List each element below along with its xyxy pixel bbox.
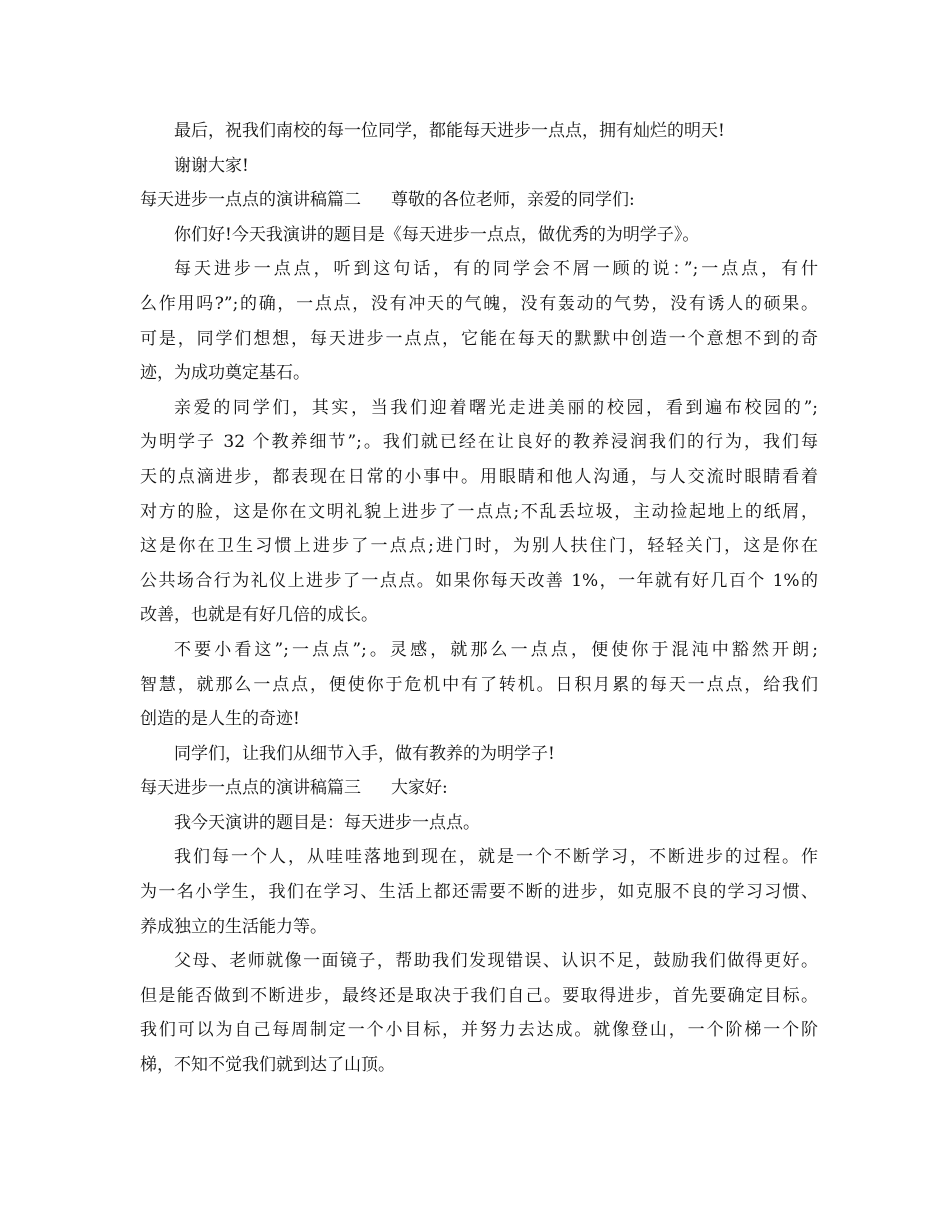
line-text: 不要小看这”;一点点”;。灵感，就那么一点点，便使你于混沌中豁然开朗; [174, 639, 818, 660]
section-title: 每天进步一点点的演讲稿篇三 [140, 778, 361, 799]
paragraph-line [140, 495, 818, 530]
paragraph-line [140, 529, 818, 564]
line-text: 改善，也就是有好几倍的成长。 [140, 605, 378, 626]
line-text: 我今天演讲的题目是：每天进步一点点。 [174, 812, 480, 833]
line-text: 大家好: [391, 778, 448, 799]
paragraph-line [140, 1048, 818, 1083]
line-text: 最后，祝我们南校的每一位同学，都能每天进步一点点，拥有灿烂的明天! [174, 121, 725, 141]
line-text: 谢谢大家! [174, 155, 249, 176]
line-text: 亲爱的同学们，其实，当我们迎着曙光走进美丽的校园，看到遍布校园的”; [174, 397, 818, 418]
paragraph-line [140, 322, 818, 357]
paragraph-line [140, 633, 818, 668]
paragraph-line [140, 702, 818, 737]
line-text: 创造的是人生的奇迹! [140, 709, 300, 730]
paragraph-line [140, 425, 818, 460]
line-text: 父母、老师就像一面镜子，帮助我们发现错误、认识不足，鼓励我们做得更好。 [174, 951, 818, 972]
line-text: 我们每一个人，从哇哇落地到现在，就是一个不断学习，不断进步的过程。作 [174, 847, 818, 868]
line-text: 公共场合行为礼仪上进步了一点点。如果你每天改善 1%，一年就有好几百个 1%的 [140, 570, 818, 591]
paragraph-line [140, 218, 818, 253]
line-text: 对方的脸，这是你在文明礼貌上进步了一点点;不乱丢垃圾，主动捡起地上的纸屑， [140, 501, 818, 522]
paragraph-line [140, 598, 818, 633]
line-text: 尊敬的各位老师，亲爱的同学们: [391, 190, 635, 211]
paragraph-line [140, 252, 818, 287]
line-text: 这是你在卫生习惯上进步了一点点;进门时，为别人扶住门，轻轻关门，这是你在 [140, 536, 818, 557]
line-text: 智慧，就那么一点点，便使你于危机中有了转机。日积月累的每天一点点，给我们 [140, 674, 818, 695]
paragraph-line [140, 114, 818, 149]
line-text: 可是，同学们想想，每天进步一点点，它能在每天的默默中创造一个意想不到的奇 [140, 328, 818, 349]
paragraph-line [140, 840, 818, 875]
paragraph-line [140, 149, 818, 184]
line-text: 天的点滴进步，都表现在日常的小事中。用眼睛和他人沟通，与人交流时眼睛看着 [140, 466, 818, 487]
line-text: 为一名小学生，我们在学习、生活上都还需要不断的进步，如克服不良的学习习惯、 [140, 882, 818, 903]
paragraph-line [140, 391, 818, 426]
paragraph-line [140, 668, 818, 703]
paragraph-line [140, 979, 818, 1014]
line-text: 迹，为成功奠定基石。 [140, 363, 310, 384]
line-text: 养成独立的生活能力等。 [140, 916, 327, 937]
line-text: 为明学子 32 个教养细节”;。我们就已经在让良好的教养浸润我们的行为，我们每 [140, 432, 818, 453]
line-text: 你们好!今天我演讲的题目是《每天进步一点点，做优秀的为明学子》。 [174, 224, 700, 245]
line-text: 但是能否做到不断进步，最终还是取决于我们自己。要取得进步，首先要确定目标。 [140, 985, 818, 1006]
paragraph-line [140, 564, 818, 599]
paragraph-line [140, 356, 818, 391]
section-title: 每天进步一点点的演讲稿篇二 [140, 190, 361, 211]
line-text: 我们可以为自己每周制定一个小目标，并努力去达成。就像登山，一个阶梯一个阶 [140, 1020, 818, 1041]
line-text: 梯，不知不觉我们就到达了山顶。 [140, 1055, 395, 1076]
document-page [140, 114, 818, 1083]
section-heading-line [140, 183, 818, 218]
paragraph-line [140, 737, 818, 772]
paragraph-line [140, 1013, 818, 1048]
paragraph-line [140, 806, 818, 841]
line-text: 么作用吗?”;的确，一点点，没有冲天的气魄，没有轰动的气势，没有诱人的硕果。 [140, 293, 818, 314]
paragraph-line [140, 910, 818, 945]
section-heading-line [140, 771, 818, 806]
paragraph-line [140, 460, 818, 495]
line-text: 每天进步一点点，听到这句话，有的同学会不屑一顾的说：”;一点点，有什 [174, 259, 818, 280]
line-text: 同学们，让我们从细节入手，做有教养的为明学子! [174, 743, 555, 764]
paragraph-line [140, 875, 818, 910]
paragraph-line [140, 944, 818, 979]
paragraph-line [140, 287, 818, 322]
